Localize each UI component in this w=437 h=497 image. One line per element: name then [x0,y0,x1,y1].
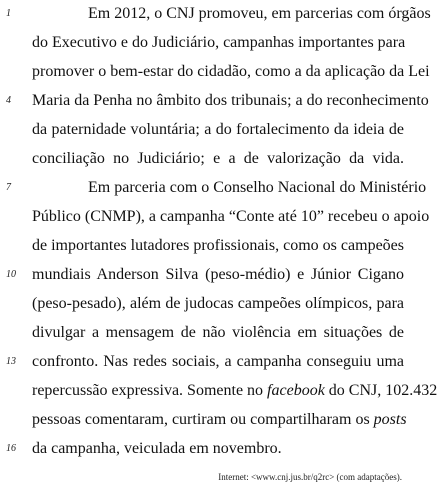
italic-term: posts [373,411,407,428]
line-number: 16 [6,443,16,454]
text-line: mundiais Anderson Silva (peso-médio) e Júnior Cigano [32,266,404,283]
text-line: da campanha, veiculada em novembro. [32,440,282,457]
text-line [32,409,407,431]
text-line: da paternidade voluntária; a do fortalecimento da ideia de [32,121,404,138]
line-number: 10 [6,269,16,280]
italic-term: facebook [267,382,325,399]
text-segment: pessoas comentaram, curtiram ou compartilharam os [32,411,374,428]
text-line [32,380,437,402]
text-line: conciliação no Judiciário; e a de valorização da vida. [32,150,404,167]
line-number: 7 [6,182,11,193]
line-number: 13 [6,356,16,367]
source-citation: Internet: <www.cnj.jus.br/q2rc> (com adaptações). [218,472,402,482]
text-line: de importantes lutadores profissionais, como os campeões [32,237,404,254]
line-number: 1 [6,8,11,19]
text-line: Em parceria com o Conselho Nacional do Ministério [88,179,427,196]
text-line: Em 2012, o CNJ promoveu, em parcerias com órgãos [88,5,431,22]
line-number: 4 [6,95,11,106]
text-line: confronto. Nas redes sociais, a campanha conseguiu uma [32,353,404,370]
text-line: do Executivo e do Judiciário, campanhas importantes para [32,34,406,51]
text-line: promover o bem-estar do cidadão, como a da aplicação da Lei [32,63,430,80]
text-line: (peso-pesado), além de judocas campeões olímpicos, para [32,295,404,312]
text-line: divulgar a mensagem de não violência em situações de [32,324,404,341]
text-segment: do CNJ, 102.432 [324,382,437,399]
text-segment: repercussão expressiva. Somente no [32,382,268,399]
text-line: Público (CNMP), a campanha “Conte até 10” recebeu o apoio [32,208,430,225]
text-line: Maria da Penha no âmbito dos tribunais; a do reconhecimento [32,92,429,109]
